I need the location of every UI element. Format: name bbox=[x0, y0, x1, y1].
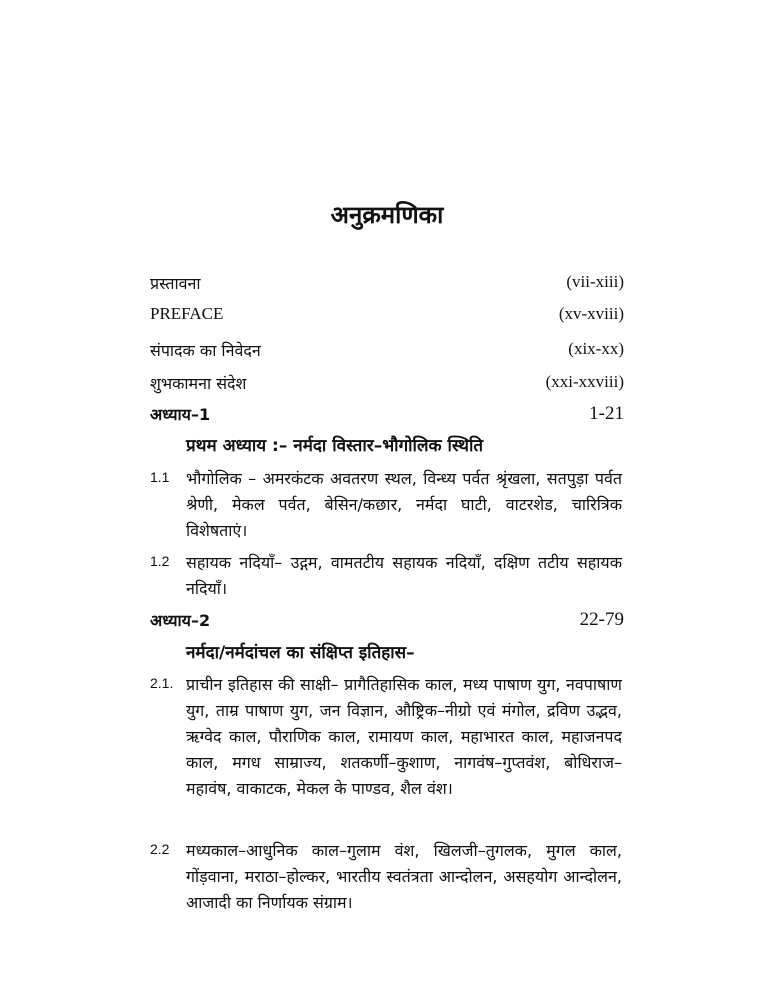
toc-entry-label: शुभकामना संदेश bbox=[150, 374, 247, 393]
section-text: मध्यकाल–आधुनिक काल–गुलाम वंश, खिलजी–तुगलक, मुगल काल, गोंड़वाना, मराठा–होल्कर, भारतीय स्वतंत्रता आन्दोलन, असहयोग आन्दोलन, आजादी का निर्णायक संग्राम। bbox=[186, 841, 622, 912]
toc-entry-preface bbox=[150, 304, 624, 330]
section-number: 2.1. bbox=[150, 675, 174, 691]
toc-entry-pages: (xxi-xxviii) bbox=[545, 372, 624, 391]
toc-entry-label: संपादक का निवेदन bbox=[150, 341, 261, 360]
section-text: प्राचीन इतिहास की साक्षी– प्रागैतिहासिक काल, मध्य पाषाण युग, नवपाषाण युग, ताम्र पाषाण युग, जन विज्ञान, औष्ट्रिक–नीग्रो एवं मंगोल, द्रविण उद्भव, ऋग्वेद काल, पौराणिक काल, रामायण काल, महाभारत काल, महाजनपद काल, मगध साम्राज्य, शतकर्णी–कुशाण, नागवंष–गुप्तवंश, बोधिराज–महावंष, वाकाटक, मेकल के पाण्डव, शैल वंश। bbox=[186, 675, 622, 798]
section-number: 2.2 bbox=[150, 841, 170, 857]
section-1-1 bbox=[150, 466, 624, 546]
toc-entry-prastavana bbox=[150, 272, 624, 298]
toc-entry-sampadak-nivedan bbox=[150, 339, 624, 365]
chapter-2-entry bbox=[150, 609, 624, 635]
toc-entry-label: प्रस्तावना bbox=[150, 274, 201, 293]
chapter-pages: 22-79 bbox=[579, 609, 624, 630]
chapter-pages: 1-21 bbox=[589, 403, 624, 424]
toc-entry-pages: (xv-xviii) bbox=[558, 304, 624, 323]
chapter-1-entry bbox=[150, 403, 624, 429]
section-text: भौगोलिक – अमरकंटक अवतरण स्थल, विन्ध्य पर्वत श्रृंखला, सतपुड़ा पर्वत श्रेणी, मेकल पर्वत, बेसिन/कछार, नर्मदा घाटी, वाटरशेड, चारित्रिक विशेषताएं। bbox=[186, 469, 622, 540]
chapter-2-heading: नर्मदा/नर्मदांचल का संक्षिप्त इतिहास– bbox=[186, 643, 415, 663]
toc-entry-pages: (vii-xiii) bbox=[566, 272, 624, 291]
chapter-label: अध्याय–2 bbox=[150, 611, 211, 630]
section-number: 1.1 bbox=[150, 469, 170, 485]
page-title: अनुक्रमणिका bbox=[330, 201, 444, 229]
section-2-1 bbox=[150, 672, 624, 832]
toc-entry-shubhkamna-sandesh bbox=[150, 372, 624, 398]
section-text: सहायक नदियाँ– उद्गम, वामतटीय सहायक नदियाँ, दक्षिण तटीय सहायक नदियाँ। bbox=[186, 553, 622, 598]
chapter-1-heading: प्रथम अध्याय :– नर्मदा विस्तार–भौगोलिक स्थिति bbox=[186, 436, 484, 456]
section-2-2 bbox=[150, 838, 624, 918]
toc-entry-label: PREFACE bbox=[150, 304, 224, 323]
section-1-2 bbox=[150, 550, 624, 604]
chapter-label: अध्याय–1 bbox=[150, 405, 211, 424]
section-number: 1.2 bbox=[150, 553, 170, 569]
toc-entry-pages: (xix-xx) bbox=[568, 339, 624, 358]
